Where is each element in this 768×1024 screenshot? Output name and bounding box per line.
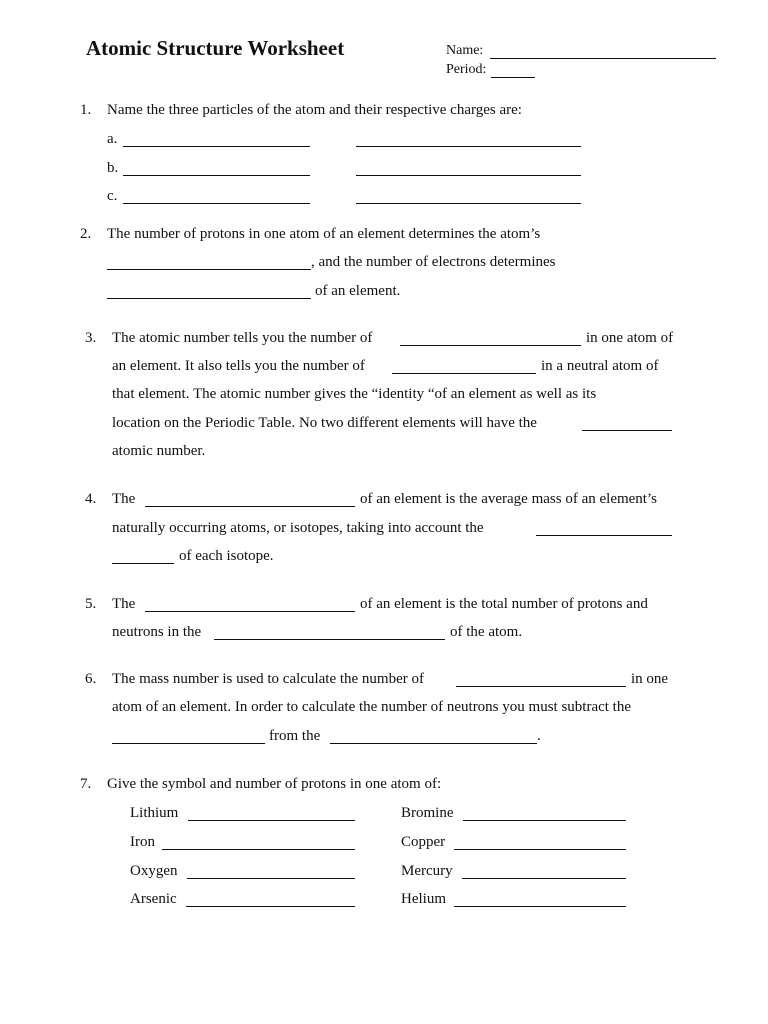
q6-line3b: .	[537, 728, 541, 744]
q7-iron-blank[interactable]	[162, 849, 355, 850]
q3-blank-3[interactable]	[582, 430, 672, 431]
q5-blank-1[interactable]	[145, 611, 355, 612]
q1-b-charge-blank[interactable]	[356, 175, 581, 176]
name-label: Name:	[446, 43, 484, 58]
q7-element-iron: Iron	[130, 834, 155, 850]
q7-copper-blank[interactable]	[454, 849, 626, 850]
q5-line2a: neutrons in the	[112, 624, 202, 640]
q2-line3: of an element.	[315, 283, 401, 299]
q5-line1a: The	[112, 596, 136, 612]
page-title: Atomic Structure Worksheet	[86, 36, 345, 60]
q1-a-particle-blank[interactable]	[123, 146, 310, 147]
q7-element-lithium: Lithium	[130, 805, 179, 821]
q7-number: 7.	[80, 776, 92, 792]
q1-option-a: a.	[107, 131, 118, 147]
q6-number: 6.	[85, 671, 97, 687]
q1-b-particle-blank[interactable]	[123, 175, 310, 176]
q5-line2b: of the atom.	[450, 624, 523, 640]
q7-mercury-blank[interactable]	[462, 878, 626, 879]
q7-element-helium: Helium	[401, 891, 446, 907]
q1-option-b: b.	[107, 160, 119, 176]
name-blank[interactable]	[490, 58, 716, 59]
q6-line1b: in one	[631, 671, 669, 687]
q6-blank-2[interactable]	[112, 743, 265, 744]
q7-helium-blank[interactable]	[454, 906, 626, 907]
q5-number: 5.	[85, 596, 97, 612]
q7-text: Give the symbol and number of protons in one atom of:	[107, 776, 442, 792]
q1-option-c: c.	[107, 188, 118, 204]
period-label: Period:	[446, 62, 487, 77]
q2-line2: , and the number of electrons determines	[311, 254, 556, 270]
q4-line1a: The	[112, 491, 136, 507]
q4-line2: naturally occurring atoms, or isotopes, taking into account the	[112, 520, 484, 536]
q6-blank-1[interactable]	[456, 686, 626, 687]
q3-blank-1[interactable]	[400, 345, 581, 346]
q3-number: 3.	[85, 330, 97, 346]
q1-c-charge-blank[interactable]	[356, 203, 581, 204]
q7-lithium-blank[interactable]	[188, 820, 355, 821]
q1-text: Name the three particles of the atom and their respective charges are:	[107, 102, 522, 118]
q3-line5: atomic number.	[112, 443, 206, 459]
q6-blank-3[interactable]	[330, 743, 537, 744]
q7-element-copper: Copper	[401, 834, 446, 850]
q6-line2: atom of an element. In order to calculate the number of neutrons you must subtract the	[112, 699, 632, 715]
q7-element-oxygen: Oxygen	[130, 863, 178, 879]
q4-line3: of each isotope.	[179, 548, 274, 564]
q1-number: 1.	[80, 102, 92, 118]
q1-a-charge-blank[interactable]	[356, 146, 581, 147]
q2-line1: The number of protons in one atom of an element determines the atom’s	[107, 226, 541, 242]
q7-oxygen-blank[interactable]	[187, 878, 355, 879]
q6-line3a: from the	[269, 728, 321, 744]
q3-line3: that element. The atomic number gives the “identity “of an element as well as its	[112, 386, 597, 402]
q6-line1a: The mass number is used to calculate the number of	[112, 671, 424, 687]
q2-blank-1[interactable]	[107, 269, 311, 270]
q3-line2b: in a neutral atom of	[541, 358, 659, 374]
q7-bromine-blank[interactable]	[463, 820, 626, 821]
q7-element-arsenic: Arsenic	[130, 891, 177, 907]
q3-line4: location on the Periodic Table. No two different elements will have the	[112, 415, 537, 431]
q7-element-mercury: Mercury	[401, 863, 453, 879]
q2-number: 2.	[80, 226, 92, 242]
q3-blank-2[interactable]	[392, 373, 536, 374]
q4-number: 4.	[85, 491, 97, 507]
q4-line1b: of an element is the average mass of an element’s	[360, 491, 657, 507]
q7-arsenic-blank[interactable]	[186, 906, 355, 907]
q4-blank-3[interactable]	[112, 563, 174, 564]
q2-blank-2[interactable]	[107, 298, 311, 299]
q3-line1a: The atomic number tells you the number of	[112, 330, 373, 346]
q4-blank-2[interactable]	[536, 535, 672, 536]
period-blank[interactable]	[491, 77, 535, 78]
q5-line1b: of an element is the total number of protons and	[360, 596, 648, 612]
q7-element-bromine: Bromine	[401, 805, 454, 821]
q3-line1b: in one atom of	[586, 330, 674, 346]
q1-c-particle-blank[interactable]	[123, 203, 310, 204]
q3-line2a: an element. It also tells you the number of	[112, 358, 365, 374]
q4-blank-1[interactable]	[145, 506, 355, 507]
q5-blank-2[interactable]	[214, 639, 445, 640]
